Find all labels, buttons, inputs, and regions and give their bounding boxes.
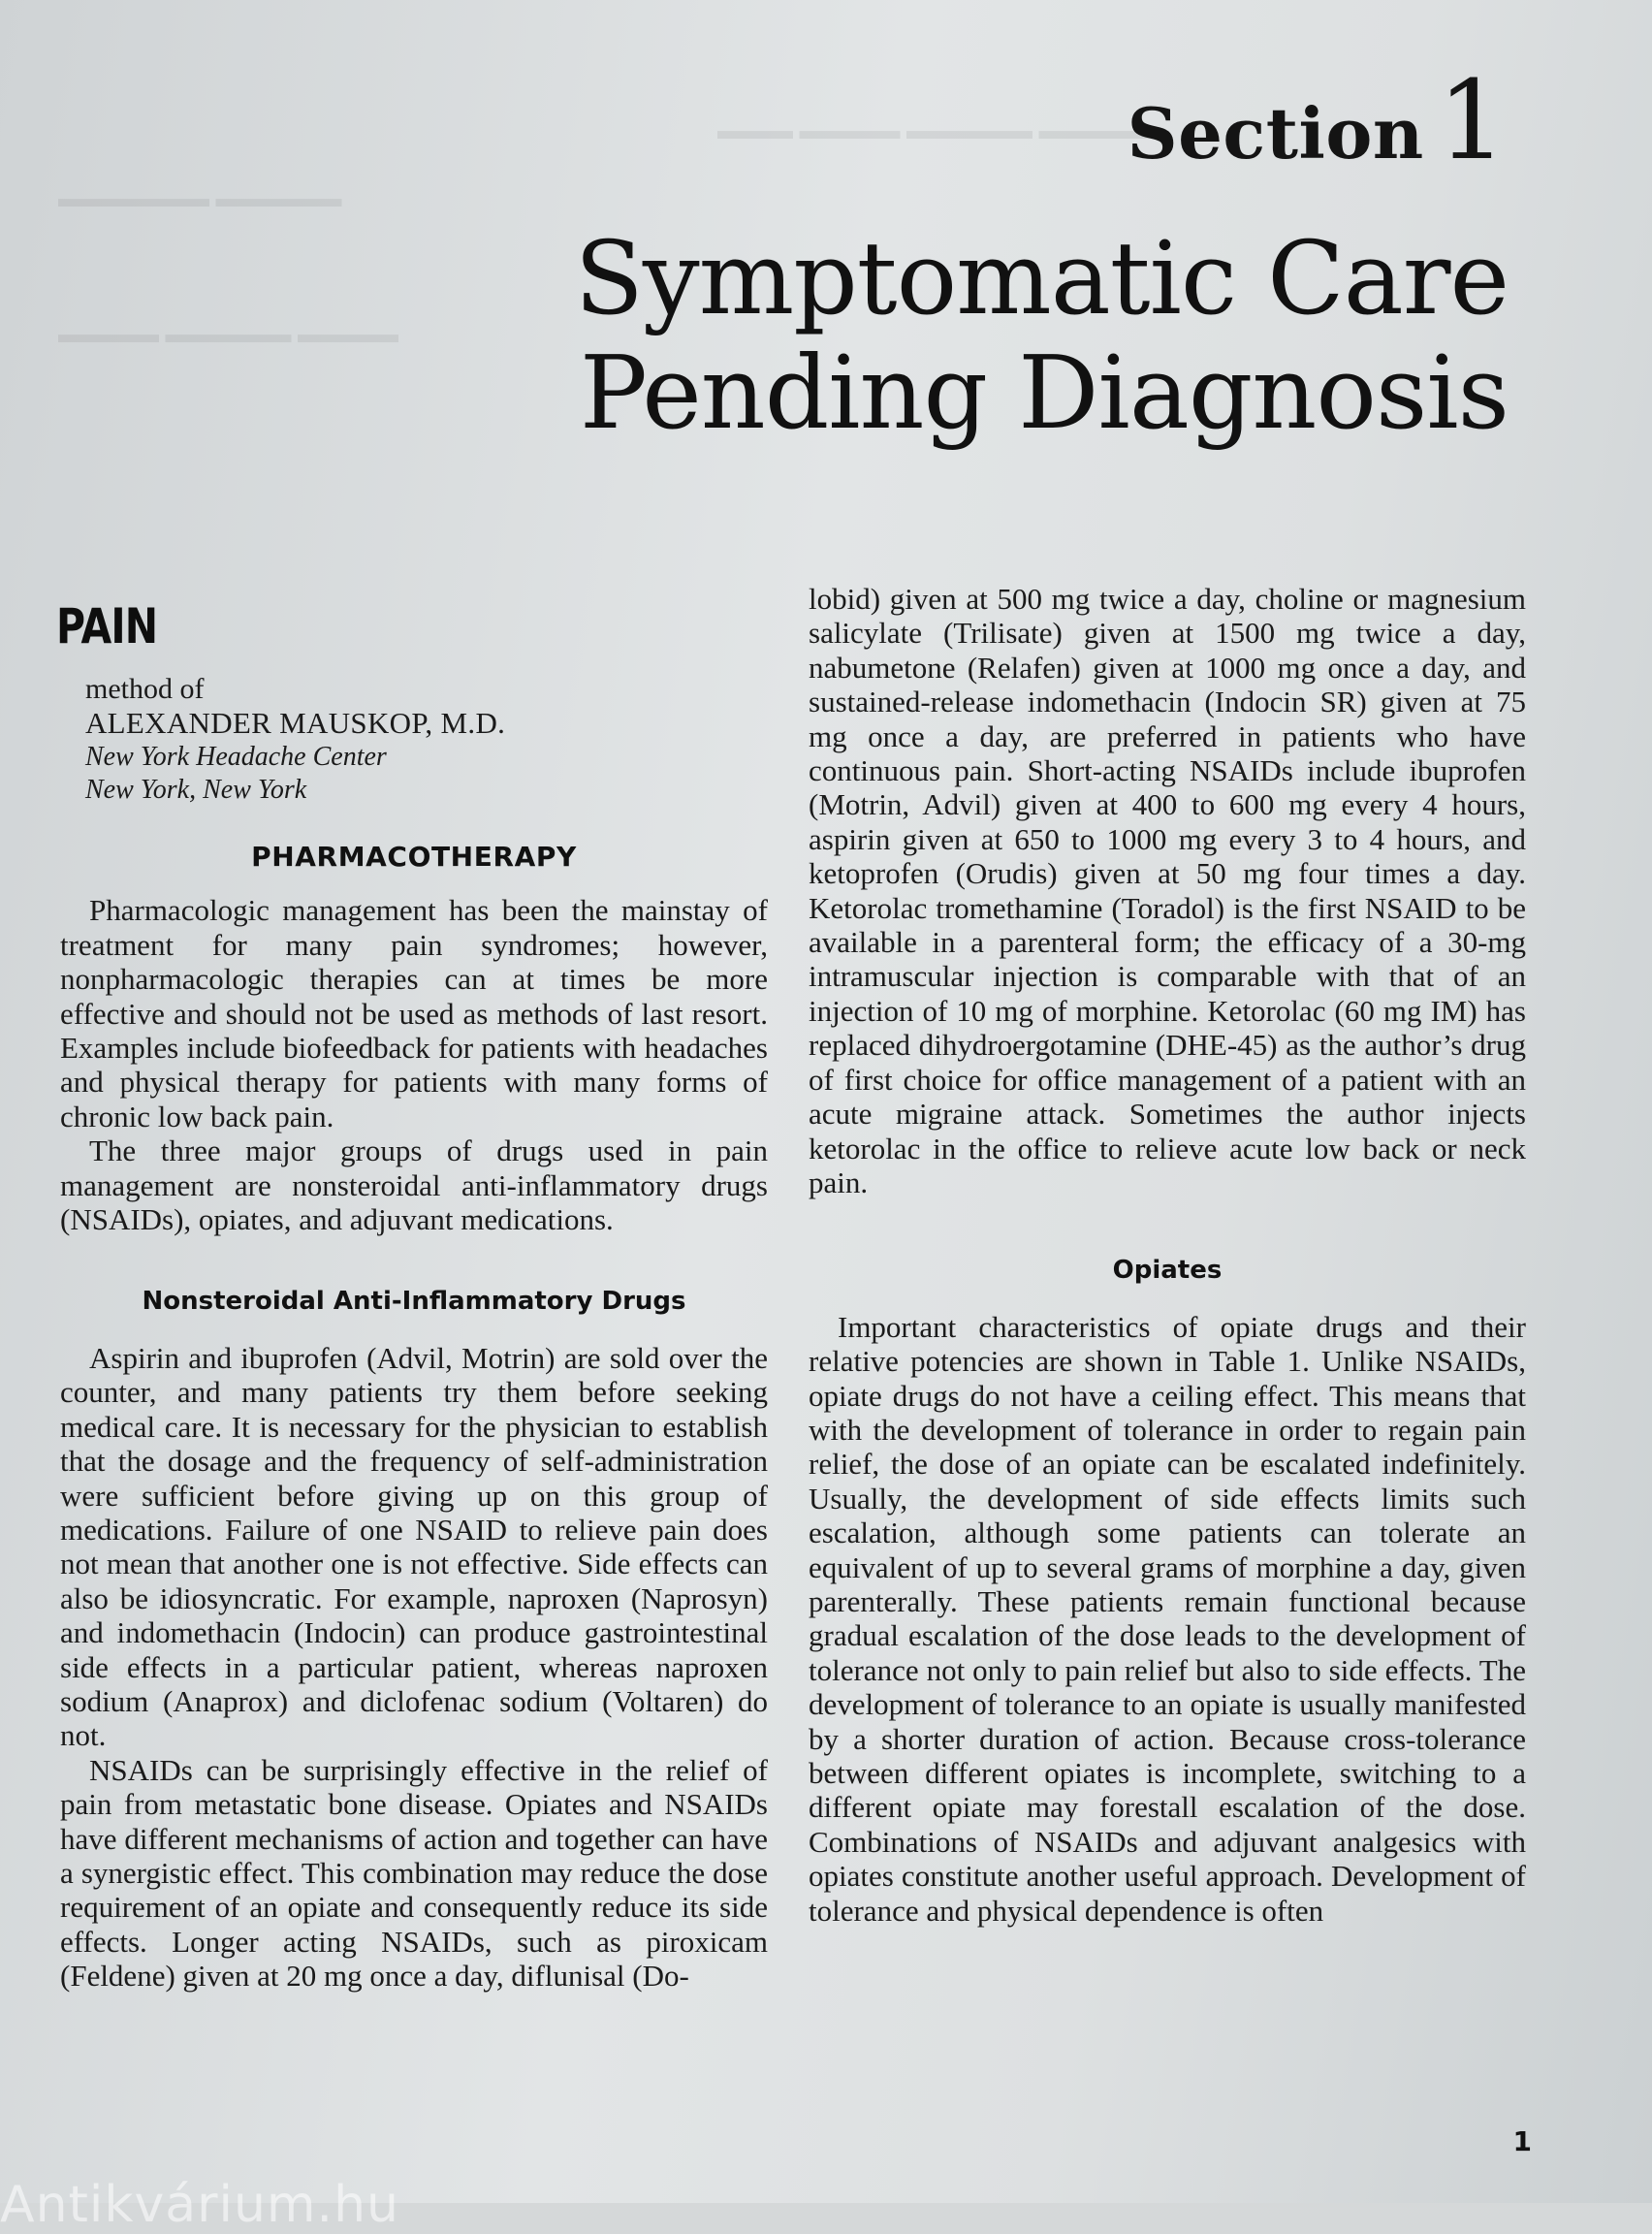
section-title-line-1: Symptomatic Care [574,219,1509,337]
bleed-through-text: ▬▬▬ ▬▬▬▬ ▬▬▬▬▬ ▬▬▬▬▬ [717,116,1165,144]
body-paragraph: The three major groups of drugs used in pain management are nonsteroidal anti-inflammatory drugs (NSAIDs), opiates, and adjuvant medications. [60,1133,768,1237]
nsaids-heading: Nonsteroidal Anti-Inflammatory Drugs [142,1287,686,1317]
section-title-line-2: Pending Diagnosis [579,334,1509,452]
body-paragraph: NSAIDs can be surprisingly effective in the relief of pain from metastatic bone disease. Opiates and NSAIDs have different mechanisms of action and together can have a synergistic effect. This combination may reduce the dose requirement of an opiate and consequently reduce its side effects. Longer acting NSAIDs, such as piroxicam (Feldene) given at 20 mg once a day, diflunisal (Do- [60,1752,768,1994]
section-title [575,221,1509,450]
body-paragraph: Important characteristics of opiate drugs and their relative potencies are shown in Table 1. Unlike NSAIDs, opiate drugs do not have a ceiling effect. This means that with the development of tolerance in order to regain pain relief, the dose of an opiate can be escalated indefinitely. Usually, the development of side effects limits such escalation, although some patients can tolerate an equivalent of up to several grams of morphine a day, given parenterally. These patients remain functional because gradual escalation of the dose leads to the development of tolerance not only to pain relief but also to side effects. The development of tolerance to an opiate is usually manifested by a shorter duration of action. Because cross-tolerance between different opiates is incomplete, switching to a different opiate may forestall escalation of the dose. Combinations of NSAIDs and adjuvant analgesics with opiates constitute another useful approach. Development of tolerance and physical dependence is often [809,1309,1526,1928]
right-column [809,582,1526,1928]
left-column [56,598,768,1994]
author-block [85,673,768,807]
opiates-heading: Opiates [1112,1256,1223,1286]
body-paragraph: Aspirin and ibuprofen (Advil, Motrin) are sold over the counter, and many patients try them before seeking medical care. It is necessary for the physician to establish that the dosage and the frequency of self-administration were sufficient before giving up on this group of medications. Failure of one NSAID to relieve pain does not mean that another one is not effective. Side effects can also be idiosyncratic. For example, naproxen (Naprosyn) and indomethacin (Indocin) can produce gastrointestinal side effects in a particular patient, whereas naproxen sodium (Anaprox) and diclofenac sodium (Voltaren) do not. [60,1340,768,1753]
author-affiliation: New York Headache Center [85,742,387,772]
body-paragraph: Pharmacologic management has been the mainstay of treatment for many pain syndromes; however, nonpharmacologic therapies can at times be more effective and should not be used as methods of last resort. Examples include biofeedback for patients with headaches and physical therapy for patients with many forms of chronic low back pain. [60,893,768,1133]
section-word: Section [1127,92,1424,175]
pharmacotherapy-heading: PHARMACOTHERAPY [251,841,577,873]
method-of-label: method of [85,673,205,705]
section-label [1128,58,1507,184]
author-name: ALEXANDER MAUSKOP, M.D. [85,706,506,740]
page-number: 1 [1512,2125,1532,2157]
bleed-through-text: ▬▬▬▬ ▬▬▬▬▬ ▬▬▬▬ [58,320,398,348]
author-location: New York, New York [85,775,307,805]
body-paragraph-continued: lobid) given at 500 mg twice a day, choline or magnesium salicylate (Trilisate) given at 1500 mg twice a day, nabumetone (Relafen) given at 1000 mg once a day, and sustained-release indomethacin (Indocin SR) given at 75 mg once a day, are preferred in patients who have continuous pain. Short-acting NSAIDs include ibuprofen (Motrin, Advil) given at 400 to 600 mg every 4 hours, aspirin given at 650 to 1000 mg every 3 to 4 hours, and ketoprofen (Orudis) given at 50 mg four times a day. Ketorolac tromethamine (Toradol) is the first NSAID to be available in a parenteral form; the efficacy of a 30-mg intramuscular injection is comparable with that of an injection of 10 mg of morphine. Ketorolac (60 mg IM) has replaced dihydroergotamine (DHE-45) as the author’s drug of first choice for office management of a patient with an acute migraine attack. Sometimes the author injects ketorolac in the office to relieve acute low back or neck pain. [809,582,1526,1199]
section-number: 1 [1437,58,1507,184]
watermark: Antikvárium.hu [0,2176,399,2234]
article-heading: PAIN [56,598,158,654]
bleed-through-text: ▬▬▬▬▬▬ ▬▬▬▬▬ [58,184,342,212]
